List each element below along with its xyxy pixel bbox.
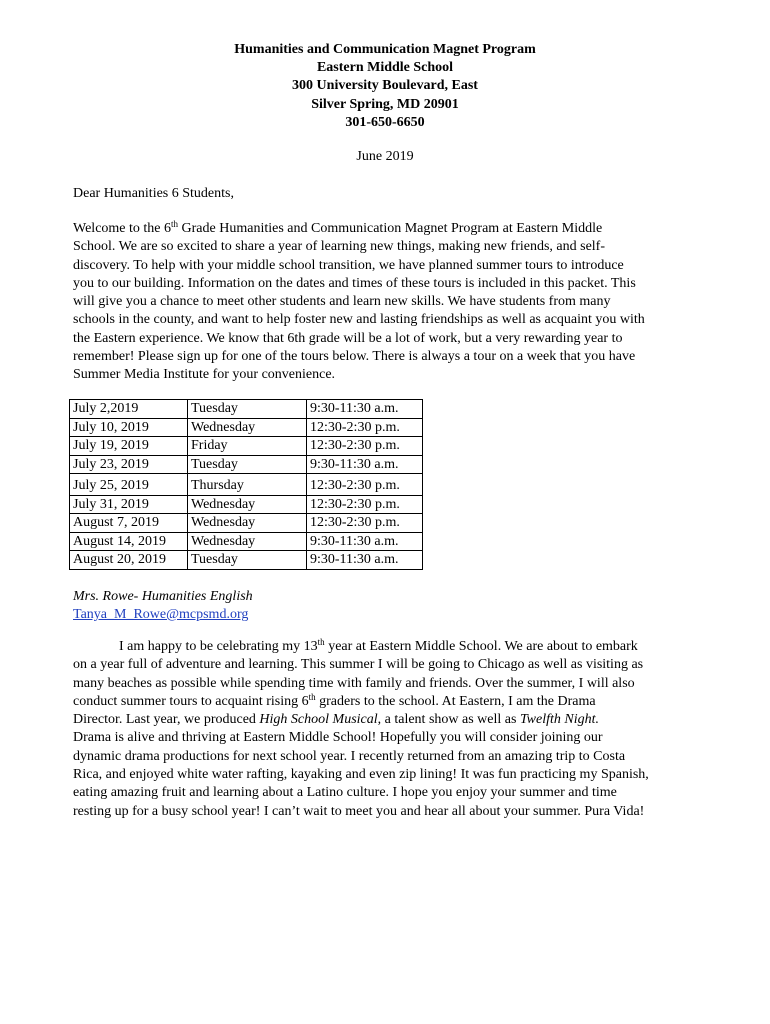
bio-text: Director. Last year, we produced	[73, 712, 260, 728]
table-row	[70, 514, 423, 533]
table-row	[70, 437, 423, 456]
salutation: Dear Humanities 6 Students,	[73, 186, 234, 201]
table-row	[70, 418, 423, 437]
tour-time: 12:30-2:30 p.m.	[307, 418, 423, 437]
superscript: th	[308, 691, 316, 702]
intro-line: remember! Please sign up for one of the tours below. There is always a tour on a week that you have	[73, 348, 636, 364]
intro-line: schools in the county, and want to help foster new and lasting friendships as well as acquaint you with	[73, 312, 645, 328]
tour-day: Wednesday	[188, 495, 307, 514]
tour-day: Tuesday	[188, 400, 307, 419]
bio-paragraph	[73, 638, 713, 821]
tour-date: August 7, 2019	[70, 514, 188, 533]
superscript: th	[317, 637, 325, 647]
bio-text: , a talent show as well as	[377, 712, 520, 728]
tour-date: July 10, 2019	[70, 418, 188, 437]
bio-line: many beaches as possible while spending time with family and friends. Over the summer, I will also	[73, 675, 635, 691]
street-address: 300 University Boulevard, East	[292, 78, 478, 94]
intro-line: the Eastern experience. We know that 6th grade will be a lot of work, but a very rewarding year to	[73, 330, 623, 346]
show-title: Twelfth Night.	[519, 712, 600, 728]
bio-text: graders to the school. At Eastern, I am the Drama	[315, 693, 596, 709]
tour-time: 12:30-2:30 p.m.	[307, 437, 423, 456]
bio-line	[73, 711, 713, 729]
intro-line: School. We are so excited to share a year of learning new things, making new friends, and self-	[73, 239, 605, 255]
tour-time: 12:30-2:30 p.m.	[307, 514, 423, 533]
letter-date: June 2019	[356, 149, 414, 164]
signature-block	[73, 588, 253, 624]
intro-text: Welcome to the 6	[73, 221, 172, 236]
tour-time: 9:30-11:30 a.m.	[307, 400, 423, 419]
tour-schedule-table	[69, 399, 423, 570]
tour-date: July 23, 2019	[70, 455, 188, 474]
bio-line	[73, 638, 713, 656]
tour-date: July 31, 2019	[70, 495, 188, 514]
intro-paragraph	[73, 220, 703, 384]
intro-line: will give you a chance to meet other students and learn new skills. We have students from many	[73, 294, 611, 309]
bio-text: conduct summer tours to acquaint rising 6	[73, 693, 309, 709]
superscript: th	[171, 219, 179, 229]
phone-number: 301-650-6650	[345, 114, 425, 130]
bio-line: resting up for a busy school year! I can’t wait to meet you and hear all about your summer. Pura Vida!	[73, 803, 645, 819]
show-title: High School Musical	[259, 712, 378, 728]
tour-time: 12:30-2:30 p.m.	[307, 474, 423, 496]
table-row	[70, 532, 423, 551]
letterhead	[0, 41, 770, 132]
bio-line: Rica, and enjoyed white water rafting, kayaking and even zip lining! It was fun practicing my Spanish,	[73, 767, 649, 783]
city-address: Silver Spring, MD 20901	[311, 96, 459, 112]
table-row	[70, 455, 423, 474]
tour-time: 9:30-11:30 a.m.	[307, 551, 423, 570]
intro-line: you to our building. Information on the dates and times of these tours is included in this packet. This	[73, 275, 636, 291]
teacher-name: Mrs. Rowe- Humanities English	[73, 589, 253, 604]
bio-text: year at Eastern Middle School. We are about to embark	[324, 639, 638, 654]
tour-date: July 2,2019	[70, 400, 188, 419]
school-name: Eastern Middle School	[316, 60, 454, 76]
intro-text: Grade Humanities and Communication Magnet Program at Eastern Middle	[178, 221, 603, 236]
bio-line: dynamic drama productions for next school year. I recently returned from an amazing trip to Costa	[73, 748, 626, 764]
bio-line	[73, 693, 713, 711]
tour-date: August 20, 2019	[70, 551, 188, 570]
bio-line: Drama is alive and thriving at Eastern Middle School! Hopefully you will consider joining our	[73, 730, 603, 746]
tour-date: July 25, 2019	[70, 474, 188, 496]
table-row	[70, 400, 423, 419]
bio-line: eating amazing fruit and learning about a Latino culture. I hope you enjoy your summer and time	[73, 785, 617, 801]
intro-line	[73, 220, 703, 238]
tour-day: Tuesday	[188, 551, 307, 570]
table-row	[70, 474, 423, 496]
teacher-email-link[interactable]: Tanya_M_Rowe@mcpsmd.org	[73, 607, 249, 622]
tour-day: Wednesday	[188, 418, 307, 437]
table-row	[70, 495, 423, 514]
tour-day: Thursday	[188, 474, 307, 496]
bio-line: on a year full of adventure and learning. This summer I will be going to Chicago as well as visiting as	[73, 657, 644, 673]
tour-day: Wednesday	[188, 514, 307, 533]
bio-text: I am happy to be celebrating my 13	[119, 639, 318, 654]
program-name: Humanities and Communication Magnet Program	[234, 42, 536, 57]
tour-time: 9:30-11:30 a.m.	[307, 532, 423, 551]
tour-day: Friday	[188, 437, 307, 456]
table-row	[70, 551, 423, 570]
tour-day: Tuesday	[188, 455, 307, 474]
tour-date: July 19, 2019	[70, 437, 188, 456]
tour-day: Wednesday	[188, 532, 307, 551]
tour-time: 12:30-2:30 p.m.	[307, 495, 423, 514]
intro-line: Summer Media Institute for your convenience.	[73, 367, 336, 382]
tour-time: 9:30-11:30 a.m.	[307, 455, 423, 474]
tour-date: August 14, 2019	[70, 532, 188, 551]
intro-line: discovery. To help with your middle school transition, we have planned summer tours to introduce	[73, 257, 624, 273]
